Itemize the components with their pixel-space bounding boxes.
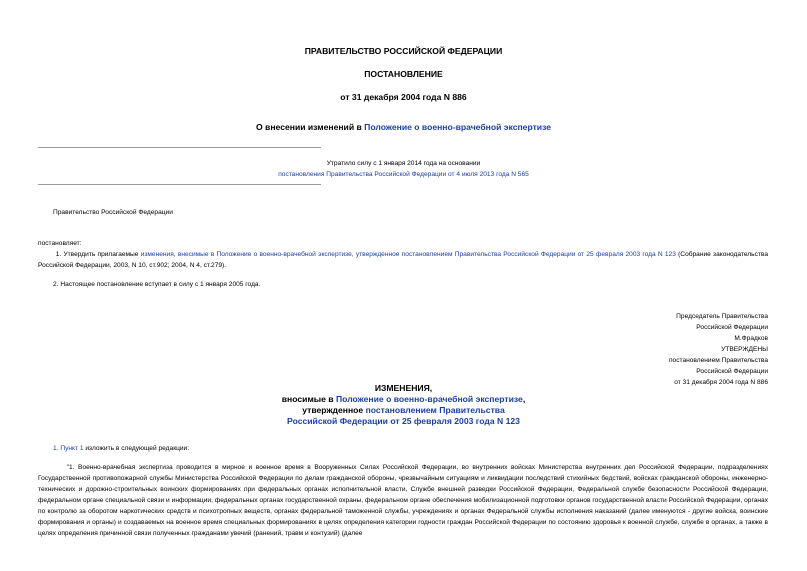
item1-link[interactable]: 1. Пункт 1	[53, 445, 84, 452]
title-prefix: О внесении изменений в	[255, 122, 365, 132]
signature-role1: Председатель Правительства	[676, 313, 768, 320]
p1-start: 1. Утвердить прилагаемые	[55, 251, 141, 258]
author-line: Правительство Российской Федерации	[53, 209, 173, 216]
divider-bottom	[38, 184, 321, 185]
title-link[interactable]: Положение о военно-врачебной экспертизе	[364, 122, 552, 132]
approved-by2: Российской Федерации	[696, 368, 768, 375]
changes-subheading	[0, 394, 807, 404]
approved-by: постановлением Правительства	[668, 357, 768, 364]
sub-prefix: вносимые в	[281, 394, 336, 404]
paragraph-1	[38, 249, 768, 271]
changes-approved-line2[interactable]: Российской Федерации от 25 февраля 2003 года N 123	[287, 416, 520, 426]
p1-changes-link[interactable]: изменения, внесимые в Положение о военно-врачебной экспертизе, утвержденное постановлением Правительства Российской Федерации от 25 февраля 2003 года N 123	[140, 251, 676, 258]
government-name: ПРАВИТЕЛЬСТВО РОССИЙСКОЙ ФЕДЕРАЦИИ	[304, 46, 503, 56]
document-type: ПОСТАНОВЛЕНИЕ	[364, 69, 443, 79]
divider-top	[38, 147, 321, 148]
approved-prefix: утвержденное	[302, 405, 366, 415]
notice-line1: Утратило силу с 1 января 2014 года на основании	[326, 160, 481, 167]
notice-link[interactable]: постановления Правительства Российской Федерации от 4 июля 2013 года N 565	[278, 171, 529, 178]
decides-line: постановляет:	[38, 240, 82, 247]
document-title	[0, 122, 807, 132]
changes-approved	[0, 405, 807, 415]
signature-name: М.Фрадков	[734, 335, 768, 342]
approved-date: от 31 декабря 2004 года N 886	[674, 379, 768, 386]
paragraph-2: 2. Настоящее постановление вступает в силу с 1 января 2005 года.	[53, 281, 261, 288]
quote-paragraph	[38, 462, 768, 539]
item1-rest: изложить в следующей редакции:	[83, 445, 190, 452]
sub-suffix: ,	[522, 394, 526, 404]
quote-text: "1. Военно-врачебная экспертиза проводится в мирное и военное время в Вооруженных Силах Российской Федерации, во внутренних войсках Министерства внутренних дел Российской Федерации, подразделениях Государственной противопожарной службы Министерства Российской Федерации по делам гражданской обороны, чрезвычайным ситуациям и ликвидации последствий стихийных бедствий, войсках гражданской обороны, инженерно-технических и дорожно-строительных воинских формированиях при федеральных органах исполнительной власти, Службе внешней разведки Российской Федерации, Федеральной службе безопасности Российской Федерации, федеральном органе специальной связи и информации, федеральных органах государственной охраны, федеральном органе обеспечения мобилизационной подготовки органов государственной власти Российской Федерации, органах по контролю за оборотом наркотических средств и психотропных веществ, органах федеральной таможенной службы, учреждениях и органах Федеральной службы исполнения наказаний (далее именуются - другие войска, воинские формирования и органы) и создаваемых на военное время специальных формированиях в целях определения категории годности граждан Российской Федерации по состоянию здоровья к военной службе, службе в органах, а также в целях определения причинной связи полученных гражданами увечий (ранений, травм и контузий) (далее	[38, 464, 768, 537]
document-date: от 31 декабря 2004 года N 886	[340, 92, 467, 102]
item-1	[53, 443, 189, 454]
p1-end: (Собрание законодательства Российской Федерации, 2003, N 10, ст.902; 2004, N 4, ст.279).	[38, 251, 768, 269]
signature-role2: Российской Федерации	[696, 324, 768, 331]
sub-link[interactable]: Положение о военно-врачебной экспертизе	[335, 394, 523, 404]
approved-label: УТВЕРЖДЕНЫ	[721, 346, 768, 353]
changes-heading: ИЗМЕНЕНИЯ,	[374, 383, 433, 393]
approved-link[interactable]: постановлением Правительства	[365, 405, 505, 415]
